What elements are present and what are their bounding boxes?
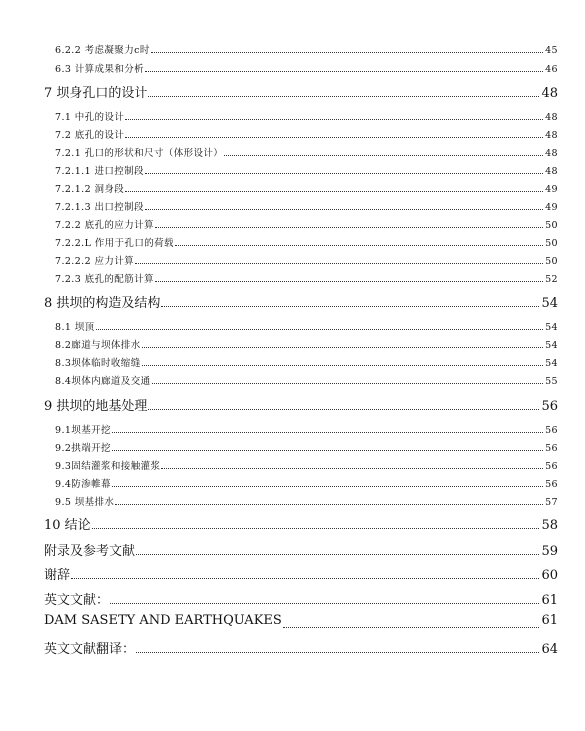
toc-chapter-entry[interactable] bbox=[44, 395, 558, 413]
toc-dot-leader bbox=[96, 329, 544, 330]
toc-page-number: 52 bbox=[545, 274, 558, 285]
toc-entry[interactable] bbox=[55, 199, 558, 213]
toc-entry-label: DAM SASETY AND EARTHQUAKES bbox=[44, 613, 282, 628]
toc-dot-leader bbox=[283, 627, 540, 628]
toc-dot-leader bbox=[136, 554, 539, 555]
toc-dot-leader bbox=[175, 245, 543, 246]
toc-entry-label: 8.2廊道与坝体排水 bbox=[55, 340, 141, 351]
toc-dot-leader bbox=[125, 137, 543, 138]
toc-entry-label: 7.2.2.2 应力计算 bbox=[55, 256, 135, 267]
toc-page-number: 54 bbox=[541, 296, 558, 311]
toc-chapter-entry[interactable] bbox=[44, 613, 558, 631]
toc-page-number: 61 bbox=[541, 593, 558, 608]
toc-entry-label: 7.2.1.2 洞身段 bbox=[55, 184, 125, 195]
toc-dot-leader bbox=[155, 281, 543, 282]
toc-entry-label: 9.3固结灌浆和接触灌浆 bbox=[55, 461, 161, 472]
toc-chapter-entry[interactable] bbox=[44, 589, 558, 607]
toc-entry-label: 9.4防渗帷幕 bbox=[55, 479, 111, 490]
toc-page-number: 61 bbox=[541, 613, 558, 628]
toc-chapter-entry[interactable] bbox=[44, 82, 558, 100]
toc-entry-label: 英文文献： bbox=[44, 593, 110, 608]
toc-entry-label: 8.1 坝顶 bbox=[55, 322, 95, 333]
toc-page-number: 50 bbox=[545, 220, 558, 231]
toc-entry[interactable] bbox=[55, 319, 558, 333]
toc-page-number: 50 bbox=[545, 238, 558, 249]
toc-entry-label: 7.2 底孔的设计 bbox=[55, 130, 125, 141]
toc-page-number: 49 bbox=[545, 202, 558, 213]
toc-entry-label: 7.2.1.1 进口控制段 bbox=[55, 166, 144, 177]
toc-page-number: 57 bbox=[545, 497, 558, 508]
toc-page-number: 56 bbox=[545, 443, 558, 454]
toc-page-number: 60 bbox=[541, 568, 558, 583]
toc-dot-leader bbox=[71, 578, 539, 579]
toc-entry[interactable] bbox=[55, 127, 558, 141]
toc-dot-leader bbox=[151, 52, 543, 53]
toc-dot-leader bbox=[92, 528, 540, 529]
toc-entry-label: 6.3 计算成果和分析 bbox=[55, 64, 145, 75]
toc-page-number: 54 bbox=[545, 322, 558, 333]
toc-entry[interactable] bbox=[55, 422, 558, 436]
toc-entry-label: 9 拱坝的地基处理 bbox=[44, 399, 148, 414]
toc-dot-leader bbox=[161, 306, 539, 307]
toc-entry[interactable] bbox=[55, 145, 558, 159]
toc-page-number: 55 bbox=[545, 376, 558, 387]
toc-entry[interactable] bbox=[55, 355, 558, 369]
toc-entry-label: 9.1坝基开挖 bbox=[55, 425, 111, 436]
toc-dot-leader bbox=[115, 504, 543, 505]
toc-entry[interactable] bbox=[55, 181, 558, 195]
toc-entry-label: 谢辞 bbox=[44, 568, 71, 583]
toc-page-number: 48 bbox=[545, 112, 558, 123]
toc-entry[interactable] bbox=[55, 494, 558, 508]
toc-entry[interactable] bbox=[55, 458, 558, 472]
toc-dot-leader bbox=[135, 263, 543, 264]
toc-dot-leader bbox=[148, 409, 539, 410]
toc-page-number: 46 bbox=[545, 64, 558, 75]
toc-entry[interactable] bbox=[55, 440, 558, 454]
toc-entry-label: 10 结论 bbox=[44, 518, 91, 533]
toc-dot-leader bbox=[125, 119, 543, 120]
toc-entry-label: 7.2.2.L 作用于孔口的荷载 bbox=[55, 238, 174, 249]
toc-entry-label: 英文文献翻译： bbox=[44, 642, 136, 657]
toc-entry-label: 7.2.3 底孔的配筋计算 bbox=[55, 274, 154, 285]
toc-entry-label: 7.2.1 孔口的形状和尺寸（体形设计） bbox=[55, 148, 224, 159]
toc-dot-leader bbox=[142, 365, 544, 366]
toc-dot-leader bbox=[155, 227, 543, 228]
toc-dot-leader bbox=[145, 209, 543, 210]
toc-entry-label: 附录及参考文献 bbox=[44, 544, 136, 559]
toc-page-number: 48 bbox=[545, 130, 558, 141]
toc-page-number: 48 bbox=[545, 148, 558, 159]
toc-page-number: 48 bbox=[541, 86, 558, 101]
toc-dot-leader bbox=[145, 71, 543, 72]
toc-entry[interactable] bbox=[55, 271, 558, 285]
toc-entry[interactable] bbox=[55, 61, 558, 75]
toc-page-number: 54 bbox=[545, 358, 558, 369]
toc-dot-leader bbox=[112, 450, 543, 451]
toc-dot-leader bbox=[152, 383, 544, 384]
toc-entry-label: 7.1 中孔的设计 bbox=[55, 112, 125, 123]
toc-page-number: 48 bbox=[545, 166, 558, 177]
toc-page-number: 59 bbox=[541, 544, 558, 559]
toc-entry[interactable] bbox=[55, 476, 558, 490]
toc-chapter-entry[interactable] bbox=[44, 292, 558, 310]
toc-entry[interactable] bbox=[55, 42, 558, 56]
toc-entry-label: 7 坝身孔口的设计 bbox=[44, 86, 148, 101]
toc-entry[interactable] bbox=[55, 253, 558, 267]
toc-entry[interactable] bbox=[55, 337, 558, 351]
toc-chapter-entry[interactable] bbox=[44, 514, 558, 532]
toc-chapter-entry[interactable] bbox=[44, 540, 558, 558]
toc-dot-leader bbox=[148, 96, 539, 97]
toc-chapter-entry[interactable] bbox=[44, 638, 558, 656]
toc-chapter-entry[interactable] bbox=[44, 564, 558, 582]
toc-page-number: 56 bbox=[545, 461, 558, 472]
toc-entry-label: 9.2拱端开挖 bbox=[55, 443, 111, 454]
toc-entry-label: 7.2.1.3 出口控制段 bbox=[55, 202, 144, 213]
toc-dot-leader bbox=[145, 173, 543, 174]
toc-page-number: 56 bbox=[545, 425, 558, 436]
toc-entry-label: 8 拱坝的构造及结构 bbox=[44, 296, 161, 311]
toc-entry-label: 8.4坝体内廊道及交通 bbox=[55, 376, 151, 387]
toc-entry-label: 6.2.2 考虑凝聚力c时 bbox=[55, 45, 150, 56]
toc-page-number: 49 bbox=[545, 184, 558, 195]
toc-dot-leader bbox=[112, 432, 543, 433]
toc-entry[interactable] bbox=[55, 217, 558, 231]
toc-dot-leader bbox=[110, 603, 539, 604]
toc-page-number: 56 bbox=[545, 479, 558, 490]
toc-dot-leader bbox=[142, 347, 544, 348]
toc-dot-leader bbox=[112, 486, 543, 487]
toc-page-number: 64 bbox=[541, 642, 558, 657]
toc-page-number: 50 bbox=[545, 256, 558, 267]
toc-entry-label: 8.3坝体临时收缩缝 bbox=[55, 358, 141, 369]
toc-dot-leader bbox=[161, 468, 543, 469]
toc-entry[interactable] bbox=[55, 109, 558, 123]
toc-entry[interactable] bbox=[55, 163, 558, 177]
toc-entry-label: 9.5 坝基排水 bbox=[55, 497, 115, 508]
toc-entry[interactable] bbox=[55, 235, 558, 249]
toc-dot-leader bbox=[125, 191, 543, 192]
toc-entry[interactable] bbox=[55, 373, 558, 387]
toc-page-number: 58 bbox=[541, 518, 558, 533]
toc-page-number: 56 bbox=[541, 399, 558, 414]
toc-page-number: 45 bbox=[545, 45, 558, 56]
toc-entry-label: 7.2.2 底孔的应力计算 bbox=[55, 220, 154, 231]
toc-dot-leader bbox=[224, 155, 543, 156]
toc-dot-leader bbox=[136, 652, 539, 653]
toc-page-number: 54 bbox=[545, 340, 558, 351]
